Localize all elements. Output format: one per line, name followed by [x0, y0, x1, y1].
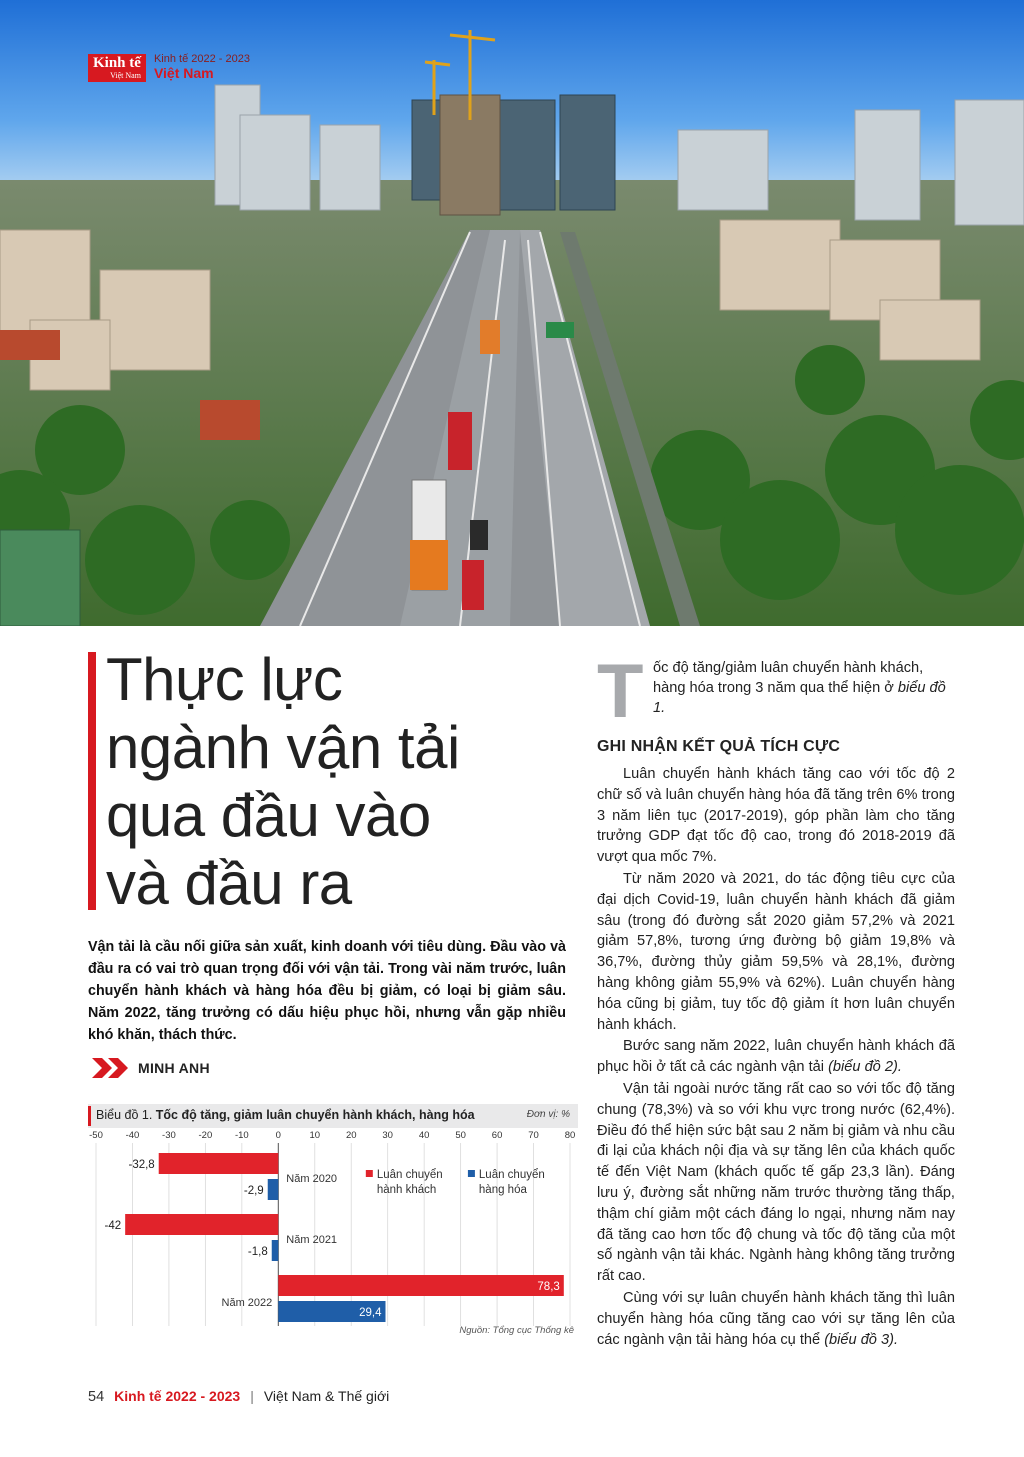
drop-cap: T	[597, 649, 644, 734]
x-tick-label: 0	[275, 1130, 281, 1141]
highway-aerial-illustration	[0, 0, 1024, 626]
page-footer	[88, 1388, 389, 1405]
country-label: Việt Nam	[153, 64, 214, 81]
chart-title	[96, 1108, 475, 1122]
chart-label: Biểu đồ 1.	[96, 1108, 153, 1122]
x-tick-label: 50	[455, 1130, 466, 1141]
double-chevron-icon	[92, 1058, 132, 1078]
bar-passenger	[159, 1153, 279, 1174]
data-label: -1,8	[247, 1246, 268, 1258]
intro-block	[597, 649, 955, 734]
x-tick-label: -40	[125, 1130, 140, 1141]
paragraph-5-ref: (biểu đồ 3).	[824, 1331, 899, 1348]
x-tick-label: 60	[491, 1130, 503, 1141]
article-lead: Vận tải là cầu nối giữa sản xuất, kinh doanh với tiêu dùng. Đầu vào và đầu ra có vai trò quan trọng đối với vận tải. Trong vài năm trước, luân chuyển hành khách và hàng hóa đều bị giảm, có loại bị giảm sâu. Năm 2022, tăng trưởng có dấu hiệu phục hồi, nhưng vẫn gặp nhiều khó khăn, thách thức.	[88, 939, 566, 1043]
title-line: và đầu ra	[106, 850, 352, 917]
x-tick-label: 10	[309, 1130, 321, 1141]
paragraph-3-ref: (biểu đồ 2).	[828, 1059, 902, 1076]
masthead-text	[154, 54, 250, 80]
title-line: qua đầu vào	[106, 782, 431, 849]
chart-header-accent	[88, 1106, 91, 1126]
data-label: -2,9	[243, 1185, 264, 1197]
x-tick-label: -10	[234, 1130, 249, 1141]
title-accent-bar	[88, 652, 96, 910]
legend-swatch	[468, 1170, 475, 1177]
x-tick-label: 40	[418, 1130, 430, 1141]
intro-ref: biểu đồ 1.	[653, 680, 946, 716]
x-tick-label: -50	[89, 1130, 103, 1141]
chart-title-text: Tốc độ tăng, giảm luân chuyển hành khách, hàng hóa	[155, 1108, 475, 1122]
legend-label: Luân chuyển	[376, 1169, 443, 1181]
article-title	[106, 646, 546, 918]
section-heading: GHI NHẬN KẾT QUẢ TÍCH CỰC	[597, 738, 841, 755]
category-label: Năm 2022	[221, 1297, 273, 1309]
data-label: -32,8	[128, 1159, 155, 1171]
author-name: MINH ANH	[138, 1060, 210, 1076]
magazine-logo	[88, 54, 146, 82]
legend-label: Luân chuyển	[478, 1169, 545, 1181]
legend-label: hàng hóa	[478, 1184, 527, 1196]
body-column	[597, 649, 955, 1350]
paragraph-4: Vận tải ngoài nước tăng rất cao so với tốc độ tăng chung (78,3%) và so với khu vực trong nước (62,4%). Điều đó thể hiện sức bật sau 2 năm bị giảm và nhu cầu đi lại của khách nội địa và sự tăng lên của khách quốc tế đến Việt Nam (khách quốc tế gấp 23,3 lần). Đáng lưu ý, đường sắt những năm trước thường tăng thấp, thậm chí giảm một cách đáng lo ngại, nhưng năm nay đã tăng cao hơn tốc độ chung và tốc độ tăng của một số ngành vận tải khác. Ngành hàng không tăng trưởng rất cao.	[597, 1080, 955, 1285]
bar-freight	[272, 1240, 279, 1261]
x-tick-label: 80	[564, 1130, 576, 1141]
title-line: Thực lực	[106, 646, 343, 713]
x-tick-label: -30	[162, 1130, 176, 1141]
bar-passenger	[125, 1214, 278, 1235]
paragraph-5	[597, 1288, 955, 1350]
legend-label: hành khách	[376, 1184, 437, 1196]
x-tick-label: 70	[528, 1130, 539, 1141]
chart-source: Nguồn: Tổng cục Thống kê	[459, 1325, 574, 1336]
bar-passenger	[278, 1275, 563, 1296]
title-line: ngành vận tải	[106, 714, 460, 781]
category-label: Năm 2020	[286, 1173, 338, 1185]
bar-chart	[88, 1128, 578, 1340]
category-label: Năm 2021	[286, 1234, 338, 1246]
paragraph-3-text: Bước sang năm 2022, luân chuyển hành khách đã phục hồi ở tất cả các ngành vận tải	[597, 1038, 955, 1076]
chart-header	[88, 1104, 578, 1128]
x-tick-label: 30	[382, 1130, 393, 1141]
logo-line-1: Kinh tế	[93, 55, 141, 71]
footer-separator: |	[250, 1388, 254, 1404]
masthead	[88, 54, 250, 82]
footer-section: Việt Nam & Thế giới	[263, 1388, 390, 1404]
logo-line-2: Việt Nam	[110, 71, 141, 80]
hero-photo	[0, 0, 1024, 626]
data-label: -42	[104, 1220, 122, 1232]
edition-label: Kinh tế 2022 - 2023	[153, 53, 250, 65]
x-tick-label: -20	[198, 1130, 213, 1141]
chart-1	[88, 1104, 578, 1340]
intro-paragraph	[653, 658, 955, 718]
page-number: 54	[88, 1389, 105, 1405]
byline	[92, 1058, 210, 1078]
chart-unit: Đơn vị: %	[526, 1109, 570, 1120]
intro-text: ốc độ tăng/giảm luân chuyển hành khách, hàng hóa trong 3 năm qua thể hiện ở	[653, 660, 924, 696]
paragraph-3	[597, 1036, 955, 1078]
bar-freight	[268, 1179, 279, 1200]
paragraph-2: Từ năm 2020 và 2021, do tác động tiêu cực của đại dịch Covid-19, luân chuyển hành khách đã giảm sâu (trong đó đường sắt 2020 giảm 57,2% và 2021 giảm 57,8%, tương ứng đường bộ giảm 19,8% và 36,7%, đường thủy giảm 59,5% và 28,1%, đường hàng không giảm 55,9% và 62%). Luân chuyển hàng hóa cũng bị giảm, tuy tốc độ giảm ít hơn luân chuyển hành khách.	[597, 870, 955, 1033]
legend-swatch	[366, 1170, 373, 1177]
data-label: 78,3	[537, 1281, 560, 1293]
paragraph-1: Luân chuyển hành khách tăng cao với tốc độ 2 chữ số và luân chuyển hàng hóa đã tăng trên 6% trong 3 năm liên tục (2017-2019), góp phần làm cho tăng trưởng GDP đạt tốc độ cao, trong đó 2018-2019 đã vượt qua mốc 7%.	[597, 766, 955, 866]
footer-magazine: Kinh tế 2022 - 2023	[114, 1388, 241, 1404]
data-label: 29,4	[359, 1307, 382, 1319]
x-tick-label: 20	[345, 1130, 357, 1141]
paragraph-5-text: Cùng với sự luân chuyển hành khách tăng thì luân chuyển hàng hóa cũng tăng cao với sự tăng lên của các ngành vận tải hàng hóa cụ thể	[597, 1289, 955, 1348]
